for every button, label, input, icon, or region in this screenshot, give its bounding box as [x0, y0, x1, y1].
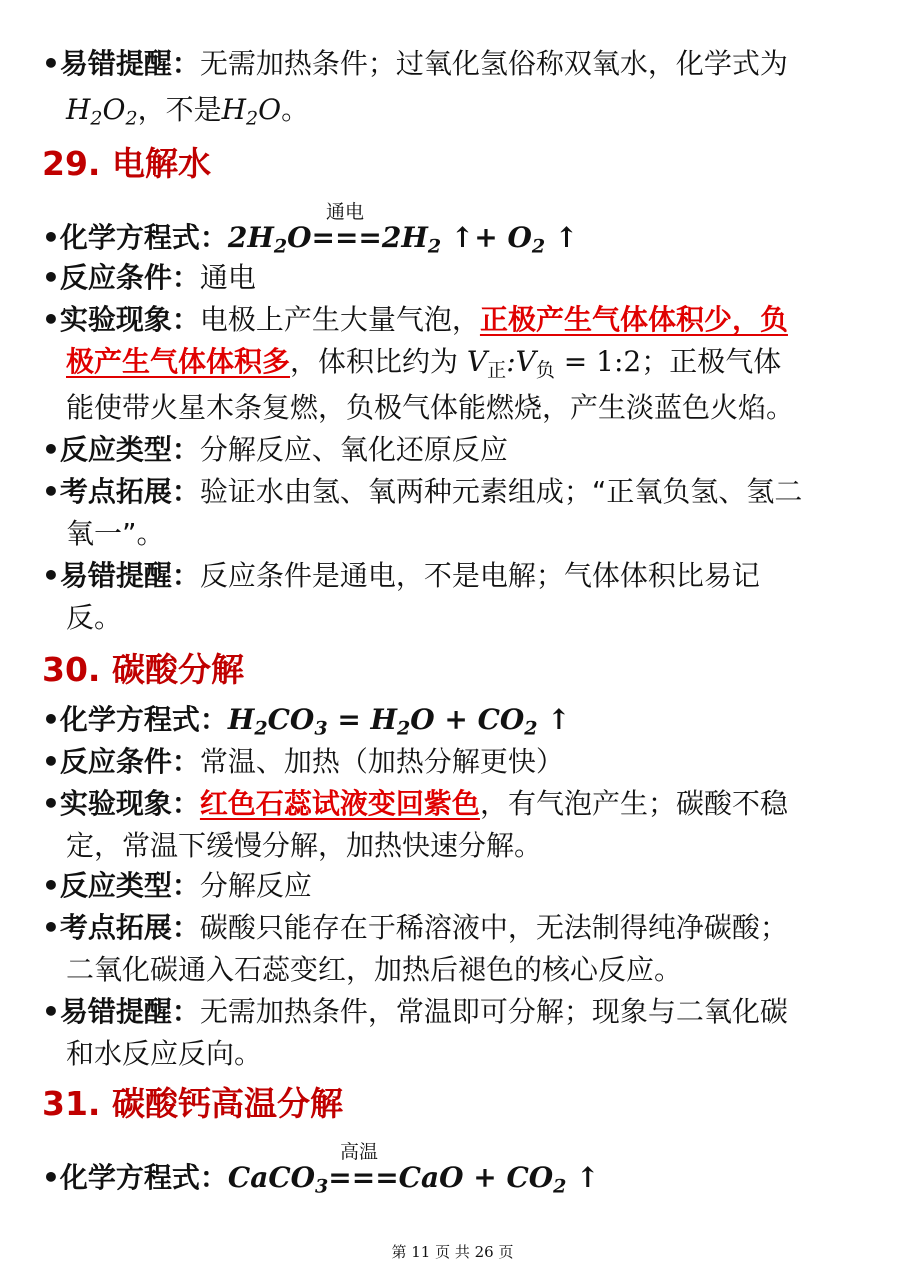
error-text: 和水反应反向。: [66, 1037, 263, 1070]
type-text: 分解反应、氧化还原反应: [199, 433, 508, 466]
equation-condition: 高温: [340, 1141, 379, 1163]
error-text: 反应条件是通电，不是电解；气体体积比易记: [199, 559, 760, 592]
s30-phenomenon-line: •实验现象：红色石蕊试液变回紫色，有气泡产生；碳酸不稳: [42, 787, 788, 820]
s29-phenomenon-line: •实验现象：电极上产生大量气泡，正极产生气体体积少，负: [42, 303, 788, 336]
s30-type-line: •反应类型：分解反应: [42, 869, 312, 902]
equation-condition: 通电: [326, 201, 365, 223]
s29-extension-line: •考点拓展：验证水由氢、氧两种元素组成；“正氧负氢、氢二: [42, 475, 803, 508]
s30-error-line: •易错提醒：无需加热条件，常温即可分解；现象与二氧化碳: [42, 995, 788, 1028]
error-label: 易错提醒：: [59, 995, 200, 1028]
type-text: 分解反应: [199, 869, 312, 902]
formula-h2o: $H_2O$: [221, 93, 282, 130]
equation-label: 化学方程式：: [59, 703, 228, 736]
extension-text: 氧一”。: [66, 517, 165, 550]
phenomenon-text: 能使带火星木条复燃，负极气体能燃烧，产生淡蓝色火焰。: [66, 391, 795, 424]
s30-extension-cont: [66, 948, 682, 992]
error-text: ，不是: [137, 93, 222, 126]
s30-condition-line: •反应条件：常温、加热（加热分解更快）: [42, 745, 564, 778]
page-footer: 第 11 页 共 26 页: [391, 1243, 514, 1261]
s31-equation-line: •化学方程式：CaCO$_3$===CaO + $CO_2$ ↑: [42, 1161, 600, 1198]
extension-text: 验证水由氢、氧两种元素组成；“正氧负氢、氢二: [199, 475, 803, 508]
type-label: 反应类型：: [59, 869, 200, 902]
extension-text: 二氧化碳通入石蕊变红，加热后褪色的核心反应。: [66, 953, 683, 986]
error-text: 。: [281, 93, 310, 126]
phenomenon-highlight: 红色石蕊试液变回紫色: [199, 787, 480, 820]
s30-phenomenon-cont: [66, 824, 542, 868]
error-text: 无需加热条件，常温即可分解；现象与二氧化碳: [199, 995, 788, 1028]
error-label: 易错提醒：: [59, 559, 200, 592]
chemical-equation: CaCO$_3$===CaO + $CO_2$ ↑: [227, 1161, 600, 1198]
phenomenon-highlight: 极产生气体体积多: [66, 345, 291, 378]
phenomenon-text: 电极上产生大量气泡，: [199, 303, 480, 336]
intro-error-cont: [66, 88, 309, 132]
condition-text: 常温、加热（加热分解更快）: [199, 745, 564, 778]
s29-error-line: •易错提醒：反应条件是通电，不是电解；气体体积比易记: [42, 559, 760, 592]
volume-ratio: $V_正:V_负$: [458, 345, 555, 382]
chemical-equation: $2H_2O===2H_2$ ↑+ $O_2$ ↑: [227, 221, 579, 258]
phenomenon-label: 实验现象：: [59, 787, 200, 820]
condition-text: 通电: [199, 261, 256, 294]
s29-extension-cont: [66, 512, 165, 556]
phenomenon-text: ，体积比约为: [290, 345, 459, 378]
s30-equation-line: •化学方程式：$H_2CO_3 = H_2O + CO_2$ ↑: [42, 703, 571, 740]
error-text: 无需加热条件；过氧化氢俗称双氧水，化学式为: [199, 47, 788, 80]
phenomenon-highlight: 正极产生气体体积少，负: [479, 303, 788, 336]
extension-label: 考点拓展：: [59, 911, 200, 944]
chemical-equation: $H_2CO_3 = H_2O + CO_2$ ↑: [227, 703, 571, 740]
s29-type-line: •反应类型：分解反应、氧化还原反应: [42, 433, 508, 466]
condition-label: 反应条件：: [59, 261, 200, 294]
s29-phenomenon-cont: 极产生气体体积多，体积比约为 $V_正:V_负$ = 1:2；正极气体: [66, 345, 782, 382]
s29-equation-line: •化学方程式：$2H_2O===2H_2$ ↑+ $O_2$ ↑: [42, 221, 579, 258]
formula-h2o2: $H_2O_2$: [66, 93, 138, 130]
error-text: 反。: [66, 601, 123, 634]
condition-label: 反应条件：: [59, 745, 200, 778]
phenomenon-text: ，有气泡产生；碳酸不稳: [479, 787, 788, 820]
s30-extension-line: •考点拓展：碳酸只能存在于稀溶液中，无法制得纯净碳酸；: [42, 911, 788, 944]
equation-label: 化学方程式：: [59, 1161, 228, 1194]
error-label: 易错提醒：: [59, 47, 200, 80]
equation-label: 化学方程式：: [59, 221, 228, 254]
extension-label: 考点拓展：: [59, 475, 200, 508]
s29-phenomenon-cont2: [66, 386, 794, 430]
s30-error-cont: [66, 1032, 262, 1076]
section-29-title: 29. 电解水: [42, 144, 211, 183]
intro-error-line: [42, 42, 788, 86]
phenomenon-label: 实验现象：: [59, 303, 200, 336]
type-label: 反应类型：: [59, 433, 200, 466]
bullet: •: [42, 47, 60, 80]
phenomenon-text: 定，常温下缓慢分解，加热快速分解。: [66, 829, 543, 862]
section-31-title: 31. 碳酸钙高温分解: [42, 1084, 343, 1123]
section-30-title: 30. 碳酸分解: [42, 650, 244, 689]
s29-error-cont: [66, 596, 122, 640]
s29-condition-line: •反应条件：通电: [42, 261, 256, 294]
extension-text: 碳酸只能存在于稀溶液中，无法制得纯净碳酸；: [199, 911, 788, 944]
phenomenon-text: ；正极气体: [641, 345, 782, 378]
